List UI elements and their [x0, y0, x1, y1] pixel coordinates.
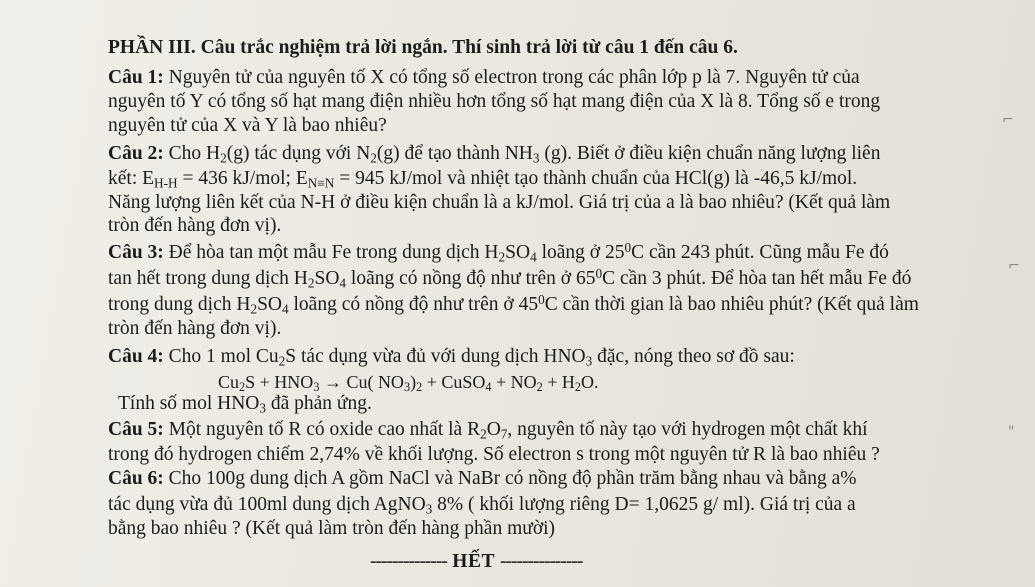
question-6-line-3: bằng bao nhiêu ? (Kết quả làm tròn đến hàng phần mười) [108, 518, 556, 539]
stray-mark: ⌐ [1008, 258, 1020, 274]
question-1-line-2: nguyên tố Y có tổng số hạt mang điện nhiều hơn tổng số hạt mang điện của X là 8. Tổng số e trong [108, 91, 881, 112]
question-5-line-2: trong đó hydrogen chiếm 2,74% về khối lượng. Số electron s trong một nguyên tử R là bao nhiêu ? [108, 444, 880, 465]
question-4-line-3: Tính số mol $HNO_3$ đã phản ứng. [118, 393, 372, 416]
question-4-line-1: Câu 4: Cho 1 mol $Cu_2S$ tác dụng vừa đủ với dung dịch $HNO_3$ đặc, nóng theo sơ đồ sau: [108, 346, 795, 369]
end-word: HẾT [452, 551, 495, 572]
question-6-line-1: Câu 6: Cho 100g dung dịch A gồm NaCl và NaBr có nồng độ phần trăm bằng nhau và bằng a% [108, 468, 857, 489]
question-2-line-1: Câu 2: Cho $H_2(g)$ tác dụng với $N_2(g)$ để tạo thành $NH_3$ (g). Biết ở điều kiện chuẩn năng lượng liên [108, 143, 881, 166]
question-3-line-3: trong dung dịch $H_2SO_4$ loãng có nồng độ như trên ở $45^0C$ cần thời gian là bao nhiêu phút? (Kết quả làm [108, 292, 919, 317]
question-3-line-4: tròn đến hàng đơn vị). [108, 318, 282, 339]
question-4-label: Câu 4: [108, 346, 164, 367]
end-marker: -------------- HẾT --------------- [370, 551, 583, 572]
question-2-label: Câu 2: [108, 143, 164, 164]
question-5-label: Câu 5: [108, 419, 164, 440]
question-1-line-1: Câu 1: Nguyên tử của nguyên tố X có tổng số electron trong các phân lớp p là 7. Nguyên tử của [108, 67, 860, 88]
question-1-line-3: nguyên tử của X và Y là bao nhiêu? [108, 115, 387, 136]
question-6-line-2: tác dụng vừa đủ 100ml dung dịch AgNO$_3$ 8% ( khối lượng riêng D= 1,0625 g/ ml). Giá trị của a [108, 494, 856, 517]
question-5-line-1: Câu 5: Một nguyên tố R có oxide cao nhất là $R_2O_7$, nguyên tố này tạo với hydrogen một chất khí [108, 419, 868, 442]
question-2-line-4: tròn đến hàng đơn vị). [108, 215, 282, 236]
question-2-line-2: kết: $E_{H-H} = 436$ kJ/mol; $E_{N\equiv N} = 945$ kJ/mol và nhiệt tạo thành chuẩn của HCl(g) là -46,5 kJ/mol. [108, 168, 858, 191]
question-3-line-1: Câu 3: Để hòa tan một mẫu Fe trong dung dịch $H_2SO_4$ loãng ở $25^0C$ cần 243 phút. Cũng mẫu Fe đó [108, 240, 889, 265]
stray-mark: ⌐ [1002, 112, 1014, 128]
stray-mark: " [1008, 424, 1015, 440]
question-6-label: Câu 6: [108, 468, 164, 489]
question-2-line-3: Năng lượng liên kết của N-H ở điều kiện chuẩn là a kJ/mol. Giá trị của a là bao nhiêu? (Kết quả làm [108, 192, 891, 213]
question-3-line-2: tan hết trong dung dịch $H_2SO_4$ loãng có nồng độ như trên ở $65^0C$ cần 3 phút. Để hòa tan hết mẫu Fe đó [108, 266, 912, 291]
section-title: PHẦN III. Câu trắc nghiệm trả lời ngắn. Thí sinh trả lời từ câu 1 đến câu 6. [108, 37, 738, 58]
question-3-label: Câu 3: [108, 242, 164, 263]
reaction-equation: $Cu_2S + HNO_3 \to Cu$( $NO_3)_2$ + CuSO$_4$ + $NO_2 + H_2O$. [218, 372, 599, 395]
question-1-label: Câu 1: [108, 67, 164, 88]
